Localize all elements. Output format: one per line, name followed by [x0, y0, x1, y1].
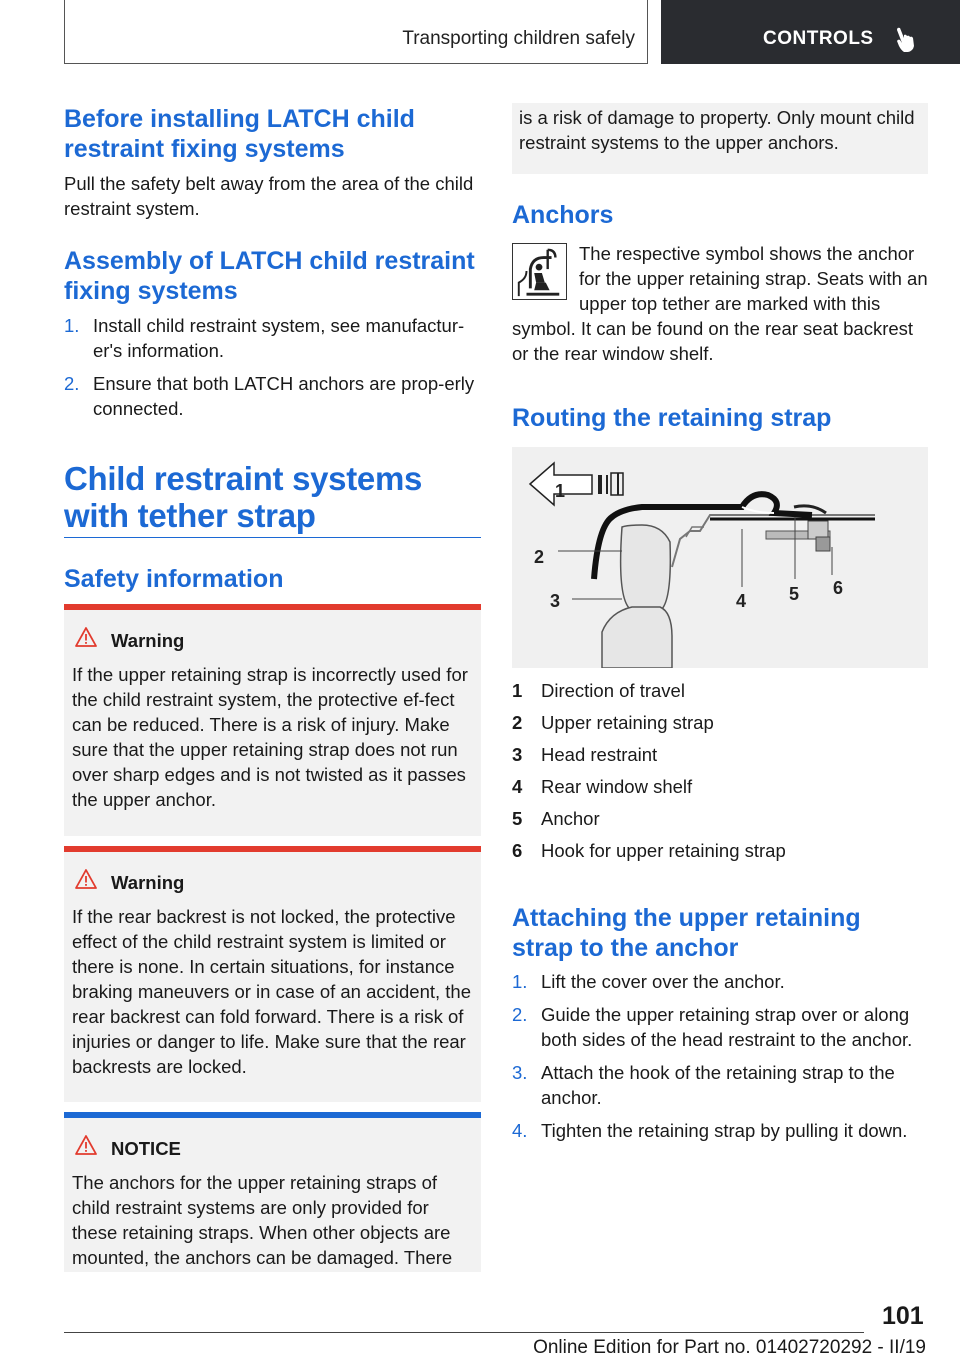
list-item: 3 Head restraint — [512, 744, 658, 765]
footer-divider — [64, 1332, 864, 1333]
routing-diagram — [512, 447, 928, 668]
warning-text: If the upper retaining strap is incorrectly used for the child restraint system, the protective ef‐fect can be reduced. There is a risk of injury. Make sure that the upper retaining strap does not run over sharp edges and is not twisted as it passes the upper anchor. — [72, 664, 468, 810]
anchors-text-1: The respective symbol shows the anchor for the upper retaining strap. Seats with an upper top tether are marked with this — [579, 243, 928, 314]
step-number: 1. — [64, 315, 80, 336]
warning-title: Warning — [111, 872, 185, 893]
warning-title: Warning — [111, 630, 185, 651]
attach-steps — [512, 969, 928, 1151]
anchors-text-2: symbol. It can be found on the rear seat backrest or the rear window shelf. — [512, 318, 914, 364]
heading-line-1: Child restraint systems — [64, 460, 423, 497]
notice-continuation-box — [512, 103, 928, 174]
notice-text: The anchors for the upper retaining straps of child restraint systems are only provided for these retaining straps. When other objects are mounted, the anchors can be damaged. There — [72, 1172, 453, 1268]
step-number: 2. — [64, 373, 80, 394]
list-item: 6 Hook for upper retaining strap — [512, 840, 786, 861]
list-item: 2 Upper retaining strap — [512, 712, 714, 733]
list-item: 1 Direction of travel — [512, 680, 685, 701]
heading-assembly: Assembly of LATCH child restraint fixing systems — [64, 247, 475, 305]
callout-1: 1 — [555, 481, 566, 501]
page-number: 101 — [882, 1302, 924, 1330]
callout-6: 6 — [833, 578, 844, 598]
heading-attaching: Attaching the upper retaining strap to the anchor — [512, 904, 861, 962]
section-divider — [64, 537, 481, 538]
child-seat-anchor-icon — [512, 243, 567, 300]
heading-child-restraint-tether — [64, 460, 481, 534]
warning-box-1 — [64, 604, 481, 836]
callout-5: 5 — [789, 584, 800, 604]
header-section-tab — [64, 0, 648, 64]
assembly-steps — [64, 313, 481, 429]
callout-2: 2 — [534, 547, 545, 567]
heading-anchors: Anchors — [512, 201, 614, 229]
list-item — [64, 371, 481, 421]
list-item: 2. Guide the upper retaining strap over or along both sides of the head restraint to the anchor. — [512, 1004, 913, 1050]
hand-pointer-icon — [895, 26, 919, 54]
heading-before-installing: Before installing LATCH child restraint fixing systems — [64, 105, 415, 163]
list-item: 4. Tighten the retaining strap by pulling it down. — [512, 1120, 908, 1141]
figure-legend — [512, 680, 928, 872]
callout-4: 4 — [736, 591, 747, 611]
list-item: 3. Attach the hook of the retaining strap to the anchor. — [512, 1062, 895, 1108]
heading-line-2: with tether strap — [64, 497, 316, 534]
list-item: 4 Rear window shelf — [512, 776, 693, 797]
paragraph-before-installing: Pull the safety belt away from the area of the child restraint system. — [64, 173, 474, 219]
notice-continuation-text: is a risk of damage to property. Only mount child restraint systems to the upper anchors. — [519, 107, 915, 153]
list-item: 5 Anchor — [512, 808, 600, 829]
notice-box — [64, 1112, 481, 1272]
notice-title: NOTICE — [111, 1138, 181, 1159]
section-title: Transporting children safely — [402, 28, 635, 49]
heading-routing: Routing the retaining strap — [512, 404, 832, 432]
step-text: Install child restraint system, see manufactur‐er's information. — [93, 315, 465, 361]
step-text: Ensure that both LATCH anchors are prop‐erly connected. — [93, 373, 475, 419]
footer-edition: Online Edition for Part no. 01402720292 - II/19 — [533, 1337, 926, 1358]
callout-3: 3 — [550, 591, 561, 611]
header-chapter-tab — [661, 0, 960, 64]
warning-box-2 — [64, 846, 481, 1102]
warning-text: If the rear backrest is not locked, the protective effect of the child restraint system is limited or there is none. In certain situations, for instance braking maneuvers or in case of an accident, the rear backrest can fold forward. There is a risk of injuries or danger to life. Make sure that the rear backrests are locked. — [72, 906, 472, 1077]
list-item: 1. Lift the cover over the anchor. — [512, 971, 785, 992]
chapter-title: CONTROLS — [763, 28, 874, 49]
list-item — [64, 313, 481, 363]
heading-safety-information: Safety information — [64, 565, 284, 593]
